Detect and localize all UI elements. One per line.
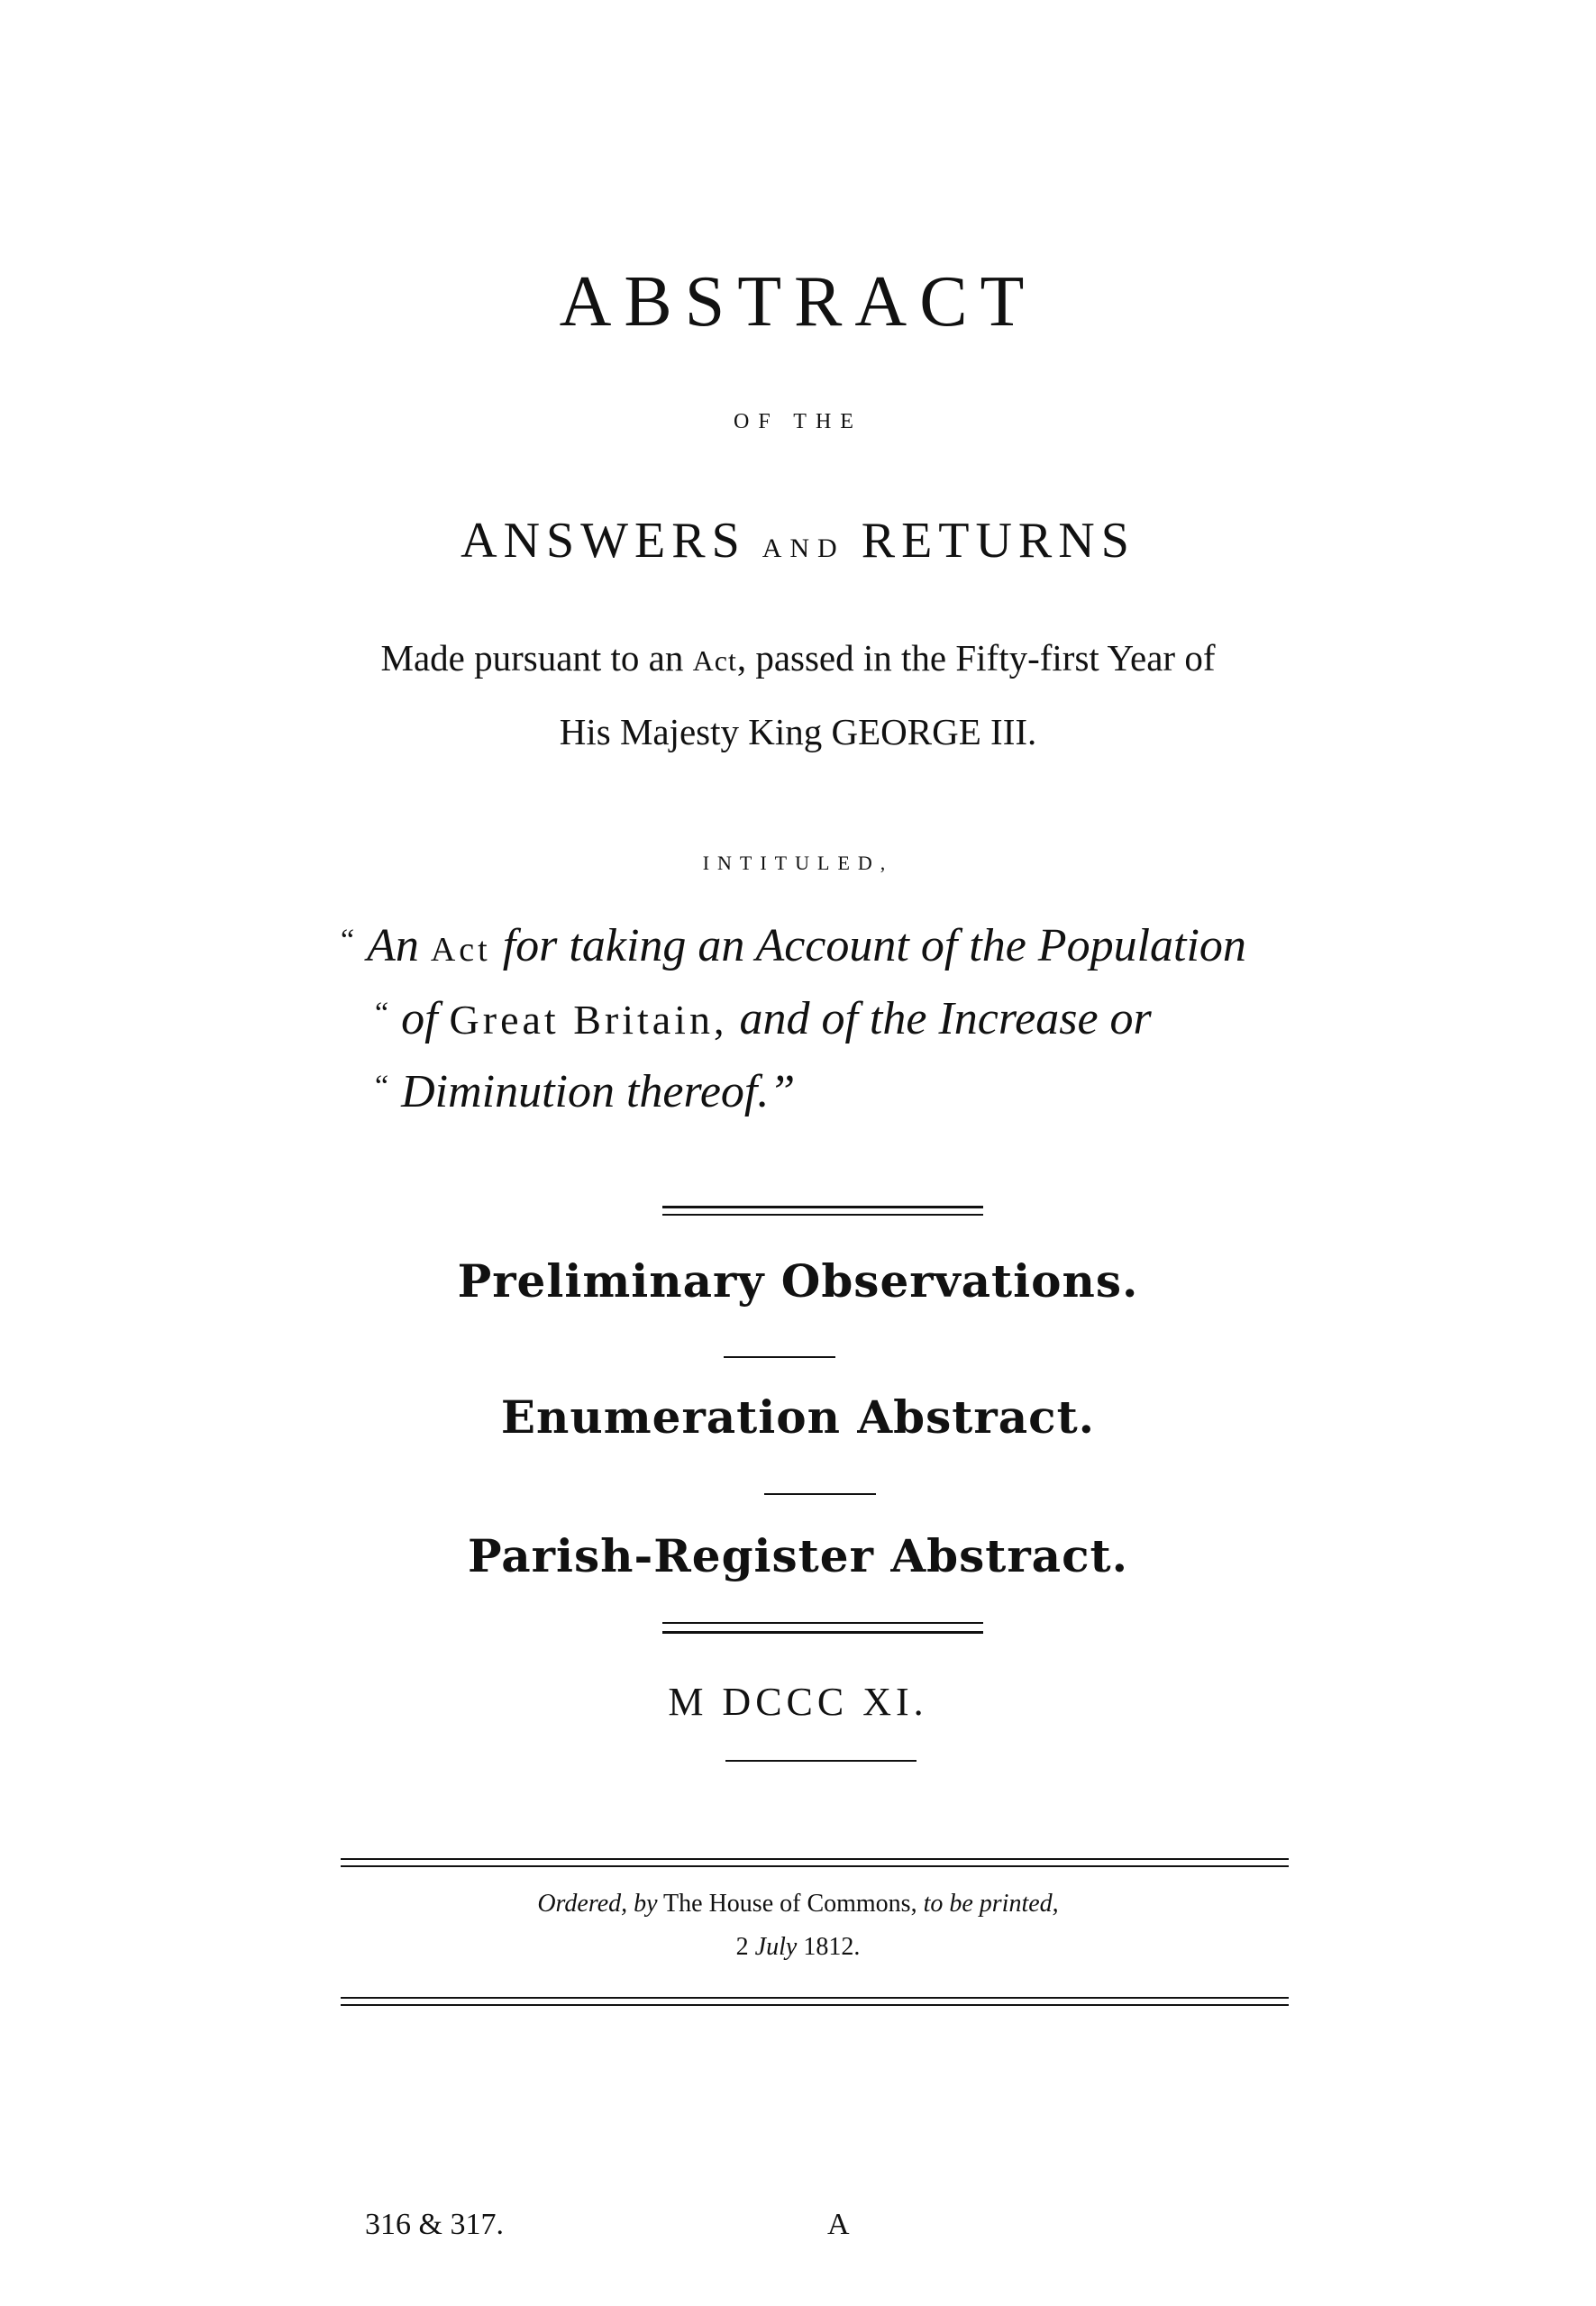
quote-line2-b: and of the Increase or bbox=[727, 993, 1152, 1044]
double-rule-bottom-b bbox=[662, 1631, 983, 1634]
made-line-act: Act bbox=[692, 644, 737, 677]
answers-word: ANSWERS bbox=[461, 513, 746, 569]
made-line-post: , passed in the Fifty-first Year of bbox=[736, 637, 1216, 679]
to-be-printed: to be printed, bbox=[923, 1890, 1059, 1918]
order-rule-bottom-a bbox=[341, 1997, 1289, 1999]
and-word: AND bbox=[762, 533, 845, 563]
returns-word: RETURNS bbox=[861, 513, 1135, 569]
section-enumeration-abstract: Enumeration Abstract. bbox=[500, 1390, 1096, 1444]
quote-line2-great-britain: Great Britain, bbox=[449, 997, 728, 1043]
order-rule-top-a bbox=[341, 1858, 1289, 1860]
page-numbers: 316 & 317. bbox=[365, 2208, 504, 2241]
made-line-pre: Made pursuant to an bbox=[380, 637, 693, 679]
double-rule-top-b bbox=[662, 1214, 983, 1216]
page-title: ABSTRACT bbox=[559, 262, 1037, 342]
quote-line1-act: Act bbox=[430, 931, 491, 969]
act-title-line-3 bbox=[375, 1065, 795, 1118]
act-title-line-1 bbox=[341, 919, 1246, 972]
quote-mark: “ bbox=[341, 924, 355, 957]
made-pursuant-line bbox=[0, 636, 1596, 679]
house-of-commons: The House of Commons, bbox=[657, 1890, 924, 1918]
quote-line3: Diminution thereof.” bbox=[401, 1066, 796, 1117]
majesty-line: His Majesty King GEORGE III. bbox=[559, 711, 1037, 752]
answers-and-returns-heading bbox=[0, 512, 1596, 570]
quote-mark: “ bbox=[375, 997, 389, 1030]
short-rule-1 bbox=[724, 1356, 835, 1358]
year-numeral: M DCCC XI. bbox=[668, 1680, 928, 1724]
double-rule-top-a bbox=[662, 1206, 983, 1208]
year-rule bbox=[725, 1760, 917, 1762]
quote-mark: “ bbox=[375, 1070, 389, 1103]
date-year: 1812. bbox=[797, 1933, 861, 1961]
quote-line2-a: of bbox=[401, 993, 450, 1044]
signature-mark: A bbox=[827, 2208, 850, 2241]
short-rule-2 bbox=[764, 1493, 876, 1495]
ordered-line bbox=[0, 1890, 1596, 1919]
ordered-by: Ordered, by bbox=[537, 1890, 658, 1918]
date-day: 2 bbox=[735, 1933, 755, 1961]
section-preliminary-observations: Preliminary Observations. bbox=[457, 1254, 1139, 1308]
intituled-label: INTITULED, bbox=[702, 852, 894, 874]
section-parish-register-abstract: Parish-Register Abstract. bbox=[467, 1529, 1129, 1582]
order-date bbox=[0, 1933, 1596, 1962]
order-rule-top-b bbox=[341, 1865, 1289, 1867]
of-the-label: OF THE bbox=[734, 410, 862, 433]
quote-line1-a: An bbox=[367, 920, 431, 971]
order-rule-bottom-b bbox=[341, 2004, 1289, 2006]
act-title-line-2 bbox=[375, 992, 1152, 1045]
date-month: July bbox=[754, 1933, 798, 1961]
quote-line1-b: for taking an Account of the Population bbox=[490, 920, 1246, 971]
double-rule-bottom-a bbox=[662, 1622, 983, 1624]
